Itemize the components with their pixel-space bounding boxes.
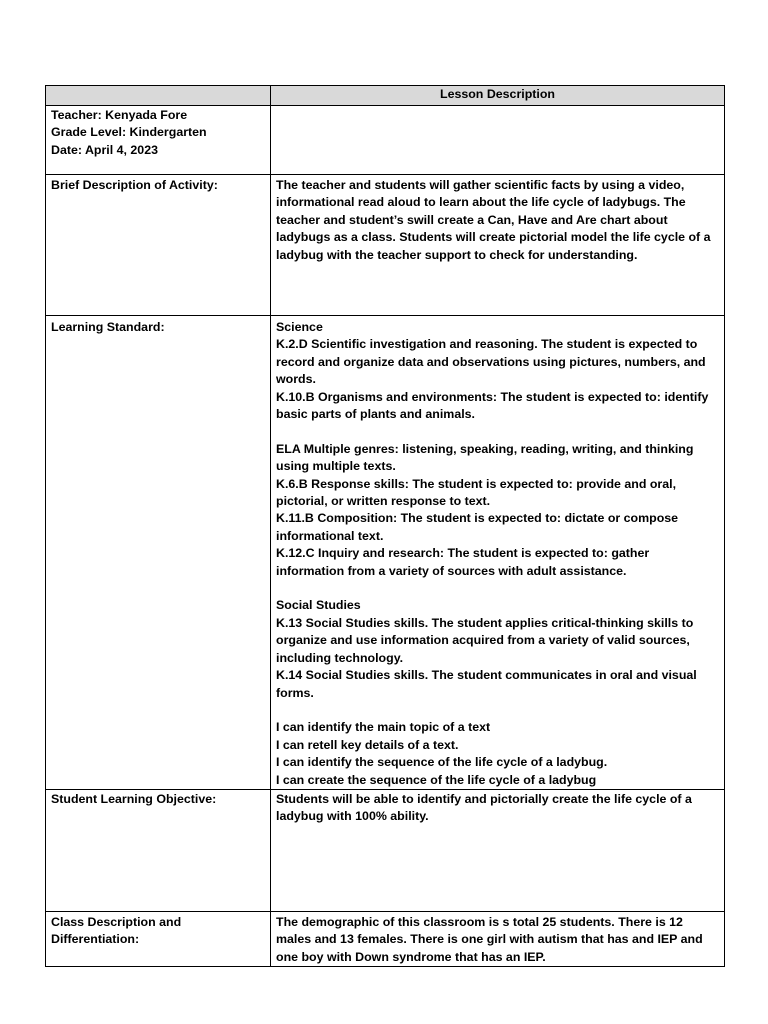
brief-row <box>46 175 725 316</box>
class-text: The demographic of this classroom is s total 25 students. There is 12 males and 13 females. There is one girl with autism that has and IEP and one boy with Down syndrome that has an IEP. <box>271 911 725 966</box>
spacer <box>276 702 719 719</box>
i-can-statement-2: I can retell key details of a text. <box>276 737 459 752</box>
ela-standard-1: ELA Multiple genres: listening, speaking, reading, writing, and thinking using multiple texts. <box>276 441 694 474</box>
spacer <box>276 580 719 597</box>
science-standard-1: K.2.D Scientific investigation and reasoning. The student is expected to record and organize data and observations using pictures, numbers, and words. <box>276 337 706 387</box>
social-studies-standard-2: K.14 Social Studies skills. The student communicates in oral and visual forms. <box>276 668 697 700</box>
spacer <box>276 423 719 440</box>
ela-standard-2: K.6.B Response skills: The student is expected to: provide and oral, pictorial, or written response to text. <box>276 476 677 509</box>
i-can-statement-4: I can create the sequence of the life cycle of a ladybug <box>276 772 597 787</box>
social-studies-standard-1: K.13 Social Studies skills. The student applies critical-thinking skills to organize and use information acquired from a variety of valid sources, including technology. <box>276 615 694 665</box>
i-can-statement-1: I can identify the main topic of a text <box>276 720 491 735</box>
brief-text: The teacher and students will gather scientific facts by using a video, informational read aloud to learn about the life cycle of ladybugs. The teacher and student’s swill create a Can, Have and Are chart about ladybugs as a class. Students will create pictorial model the life cycle of a ladybug with the teacher support to check for understanding. <box>271 175 725 316</box>
header-row <box>46 86 725 106</box>
standard-label: Learning Standard: <box>46 316 271 790</box>
lesson-plan-table <box>45 85 725 967</box>
brief-label: Brief Description of Activity: <box>46 175 271 316</box>
grade-level: Grade Level: Kindergarten <box>51 125 207 140</box>
objective-text: Students will be able to identify and pictorially create the life cycle of a ladybug with 100% ability. <box>271 789 725 911</box>
objective-row <box>46 789 725 911</box>
teacher-name: Teacher: Kenyada Fore <box>51 108 188 122</box>
header-blank-cell <box>46 86 271 106</box>
info-cell <box>46 106 271 175</box>
ela-standard-3: K.11.B Composition: The student is expected to: dictate or compose informational text. <box>276 511 679 543</box>
info-blank-cell <box>271 106 725 175</box>
science-standard-2: K.10.B Organisms and environments: The student is expected to: identify basic parts of plants and animals. <box>276 389 709 422</box>
ela-standard-4: K.12.C Inquiry and research: The student is expected to: gather information from a variety of sources with adult assistance. <box>276 546 650 578</box>
info-row <box>46 106 725 175</box>
social-studies-heading: Social Studies <box>276 598 361 613</box>
science-heading: Science <box>276 320 323 334</box>
class-label: Class Description and Differentiation: <box>46 911 271 966</box>
standard-row <box>46 316 725 790</box>
lesson-date: Date: April 4, 2023 <box>51 142 158 157</box>
i-can-statement-3: I can identify the sequence of the life cycle of a ladybug. <box>276 755 608 770</box>
objective-label: Student Learning Objective: <box>46 789 271 911</box>
lesson-description-header: Lesson Description <box>271 86 725 106</box>
class-row <box>46 911 725 966</box>
standard-cell <box>271 316 725 790</box>
